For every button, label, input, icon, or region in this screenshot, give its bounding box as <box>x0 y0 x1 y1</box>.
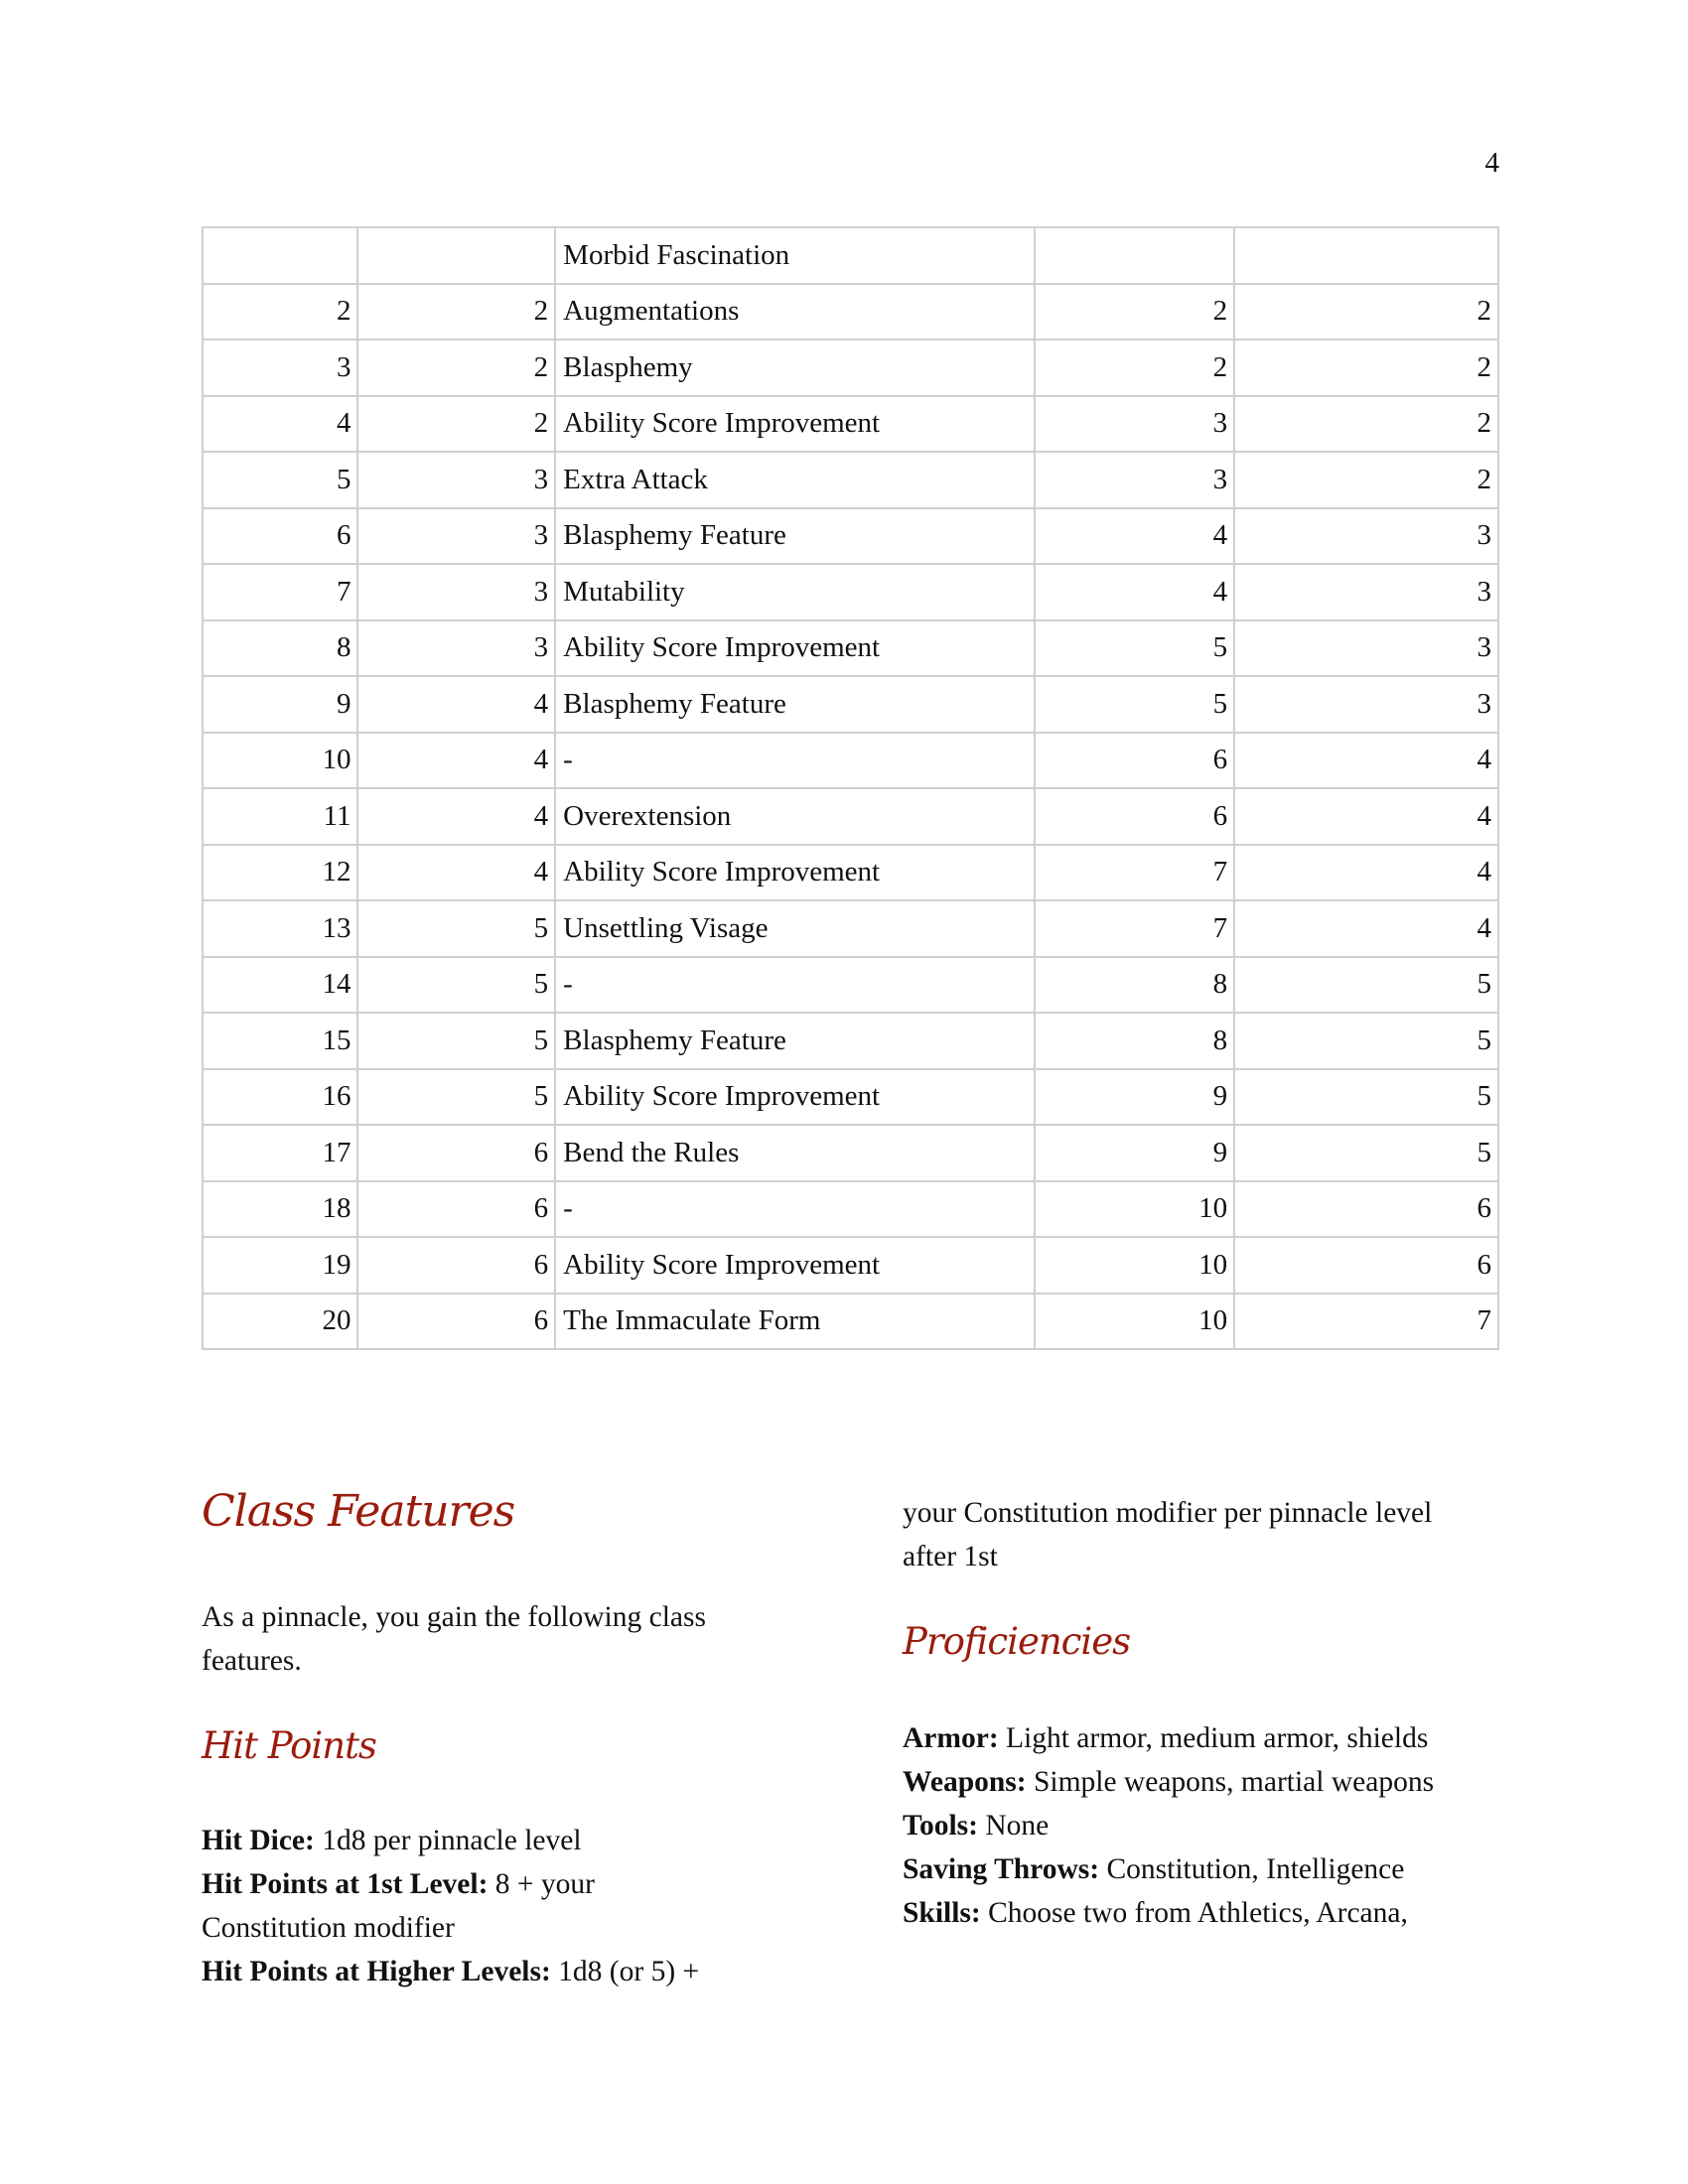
column-4-cell: 2 <box>1035 284 1234 341</box>
column-4-cell: 3 <box>1035 452 1234 508</box>
level-cell: 11 <box>203 788 357 845</box>
column-5-cell: 4 <box>1234 900 1498 957</box>
features-cell: - <box>555 957 1035 1014</box>
column-4-cell: 2 <box>1035 340 1234 396</box>
proficiencies-heading: Proficiencies <box>903 1620 1131 1663</box>
proficiency-bonus-cell: 3 <box>357 620 555 677</box>
features-cell: Blasphemy Feature <box>555 676 1035 733</box>
table-row <box>203 957 1498 1014</box>
skills-line <box>903 1891 1408 1935</box>
table-row <box>203 1294 1498 1350</box>
first-level-label: Hit Points at 1st Level: <box>202 1868 489 1900</box>
skills-value: Choose two from Athletics, Arcana, <box>980 1897 1408 1929</box>
column-5-cell: 4 <box>1234 845 1498 901</box>
table-row <box>203 676 1498 733</box>
proficiency-bonus-cell: 5 <box>357 1069 555 1126</box>
features-cell: Overextension <box>555 788 1035 845</box>
table-row <box>203 1181 1498 1238</box>
table-row <box>203 900 1498 957</box>
column-5-cell: 4 <box>1234 733 1498 789</box>
column-5-cell: 2 <box>1234 284 1498 341</box>
proficiency-bonus-cell: 2 <box>357 340 555 396</box>
hit-points-heading: Hit Points <box>202 1724 376 1767</box>
level-cell: 17 <box>203 1125 357 1181</box>
proficiency-bonus-cell: 4 <box>357 676 555 733</box>
higher-levels-line <box>202 1950 699 1993</box>
proficiency-bonus-cell: 3 <box>357 508 555 565</box>
first-level-value: 8 + your <box>488 1868 595 1900</box>
table-row <box>203 340 1498 396</box>
page-number: 4 <box>1484 147 1499 179</box>
level-cell: 3 <box>203 340 357 396</box>
column-5-cell: 2 <box>1234 396 1498 453</box>
hit-dice-label: Hit Dice: <box>202 1825 315 1856</box>
weapons-line <box>903 1760 1434 1804</box>
features-cell: Ability Score Improvement <box>555 1069 1035 1126</box>
saving-throws-label: Saving Throws: <box>903 1853 1100 1885</box>
class-features-heading: Class Features <box>202 1486 515 1537</box>
features-cell: Ability Score Improvement <box>555 1237 1035 1294</box>
proficiency-bonus-cell: 6 <box>357 1237 555 1294</box>
table-row <box>203 620 1498 677</box>
class-level-table <box>202 226 1499 1350</box>
features-cell: Mutability <box>555 564 1035 620</box>
features-cell: - <box>555 1181 1035 1238</box>
column-5-cell: 6 <box>1234 1181 1498 1238</box>
column-4-cell <box>1035 227 1234 284</box>
intro-line-2: features. <box>202 1645 302 1677</box>
higher-levels-value: 1d8 (or 5) + <box>550 1956 700 1987</box>
table-row <box>203 1125 1498 1181</box>
features-cell: Ability Score Improvement <box>555 620 1035 677</box>
column-5-cell: 2 <box>1234 340 1498 396</box>
hit-dice-value: 1d8 per pinnacle level <box>314 1825 582 1856</box>
level-cell <box>203 227 357 284</box>
features-cell: The Immaculate Form <box>555 1294 1035 1350</box>
table-row <box>203 845 1498 901</box>
armor-line <box>903 1716 1428 1760</box>
tools-value: None <box>977 1810 1050 1842</box>
saving-throws-line <box>903 1847 1404 1891</box>
column-4-cell: 7 <box>1035 900 1234 957</box>
features-cell: Extra Attack <box>555 452 1035 508</box>
proficiency-bonus-cell: 4 <box>357 845 555 901</box>
tools-line <box>903 1804 1049 1847</box>
level-cell: 5 <box>203 452 357 508</box>
column-5-cell: 3 <box>1234 620 1498 677</box>
column-4-cell: 10 <box>1035 1294 1234 1350</box>
armor-label: Armor: <box>903 1722 999 1754</box>
first-level-cont: Constitution modifier <box>202 1912 455 1944</box>
proficiency-bonus-cell: 2 <box>357 396 555 453</box>
weapons-label: Weapons: <box>903 1766 1027 1798</box>
column-5-cell: 4 <box>1234 788 1498 845</box>
table-row <box>203 227 1498 284</box>
table-row <box>203 1237 1498 1294</box>
table-row <box>203 1069 1498 1126</box>
column-4-cell: 10 <box>1035 1181 1234 1238</box>
features-cell: Ability Score Improvement <box>555 845 1035 901</box>
level-cell: 2 <box>203 284 357 341</box>
level-cell: 19 <box>203 1237 357 1294</box>
level-cell: 13 <box>203 900 357 957</box>
proficiency-bonus-cell: 3 <box>357 564 555 620</box>
table-row <box>203 564 1498 620</box>
features-cell: - <box>555 733 1035 789</box>
table-row <box>203 508 1498 565</box>
level-cell: 16 <box>203 1069 357 1126</box>
proficiency-bonus-cell: 6 <box>357 1181 555 1238</box>
level-cell: 6 <box>203 508 357 565</box>
features-cell: Blasphemy Feature <box>555 508 1035 565</box>
proficiency-bonus-cell: 4 <box>357 788 555 845</box>
higher-levels-cont-2: after 1st <box>903 1541 998 1572</box>
column-5-cell: 3 <box>1234 508 1498 565</box>
features-cell: Ability Score Improvement <box>555 396 1035 453</box>
column-4-cell: 5 <box>1035 676 1234 733</box>
table-row <box>203 733 1498 789</box>
column-5-cell: 3 <box>1234 676 1498 733</box>
column-4-cell: 5 <box>1035 620 1234 677</box>
table-row <box>203 788 1498 845</box>
features-cell: Unsettling Visage <box>555 900 1035 957</box>
table-row <box>203 1013 1498 1069</box>
column-4-cell: 4 <box>1035 508 1234 565</box>
proficiency-bonus-cell: 5 <box>357 900 555 957</box>
table-row <box>203 284 1498 341</box>
intro-line-1: As a pinnacle, you gain the following class <box>202 1601 706 1633</box>
column-4-cell: 8 <box>1035 957 1234 1014</box>
column-5-cell: 6 <box>1234 1237 1498 1294</box>
column-4-cell: 6 <box>1035 733 1234 789</box>
column-5-cell: 5 <box>1234 1013 1498 1069</box>
column-4-cell: 6 <box>1035 788 1234 845</box>
column-5-cell: 5 <box>1234 957 1498 1014</box>
features-cell: Morbid Fascination <box>555 227 1035 284</box>
column-5-cell: 2 <box>1234 452 1498 508</box>
level-cell: 15 <box>203 1013 357 1069</box>
proficiency-bonus-cell: 4 <box>357 733 555 789</box>
weapons-value: Simple weapons, martial weapons <box>1026 1766 1435 1798</box>
proficiency-bonus-cell: 5 <box>357 957 555 1014</box>
level-cell: 10 <box>203 733 357 789</box>
first-level-line <box>202 1862 595 1906</box>
level-cell: 4 <box>203 396 357 453</box>
level-cell: 14 <box>203 957 357 1014</box>
hit-dice-line <box>202 1819 582 1862</box>
column-5-cell: 7 <box>1234 1294 1498 1350</box>
column-5-cell <box>1234 227 1498 284</box>
column-4-cell: 7 <box>1035 845 1234 901</box>
column-5-cell: 5 <box>1234 1069 1498 1126</box>
column-4-cell: 10 <box>1035 1237 1234 1294</box>
features-cell: Blasphemy Feature <box>555 1013 1035 1069</box>
proficiency-bonus-cell: 6 <box>357 1294 555 1350</box>
proficiency-bonus-cell: 6 <box>357 1125 555 1181</box>
features-cell: Augmentations <box>555 284 1035 341</box>
level-cell: 20 <box>203 1294 357 1350</box>
table-row <box>203 396 1498 453</box>
level-cell: 18 <box>203 1181 357 1238</box>
proficiency-bonus-cell: 2 <box>357 284 555 341</box>
features-cell: Blasphemy <box>555 340 1035 396</box>
higher-levels-cont-1: your Constitution modifier per pinnacle level <box>903 1497 1433 1529</box>
column-5-cell: 5 <box>1234 1125 1498 1181</box>
features-cell: Bend the Rules <box>555 1125 1035 1181</box>
level-cell: 9 <box>203 676 357 733</box>
armor-value: Light armor, medium armor, shields <box>998 1722 1429 1754</box>
column-5-cell: 3 <box>1234 564 1498 620</box>
column-4-cell: 4 <box>1035 564 1234 620</box>
table-row <box>203 452 1498 508</box>
column-4-cell: 9 <box>1035 1125 1234 1181</box>
proficiency-bonus-cell: 5 <box>357 1013 555 1069</box>
saving-throws-value: Constitution, Intelligence <box>1099 1853 1405 1885</box>
column-4-cell: 9 <box>1035 1069 1234 1126</box>
level-cell: 8 <box>203 620 357 677</box>
proficiency-bonus-cell: 3 <box>357 452 555 508</box>
proficiency-bonus-cell <box>357 227 555 284</box>
column-4-cell: 8 <box>1035 1013 1234 1069</box>
higher-levels-label: Hit Points at Higher Levels: <box>202 1956 551 1987</box>
skills-label: Skills: <box>903 1897 981 1929</box>
level-cell: 7 <box>203 564 357 620</box>
column-4-cell: 3 <box>1035 396 1234 453</box>
tools-label: Tools: <box>903 1810 978 1842</box>
level-cell: 12 <box>203 845 357 901</box>
